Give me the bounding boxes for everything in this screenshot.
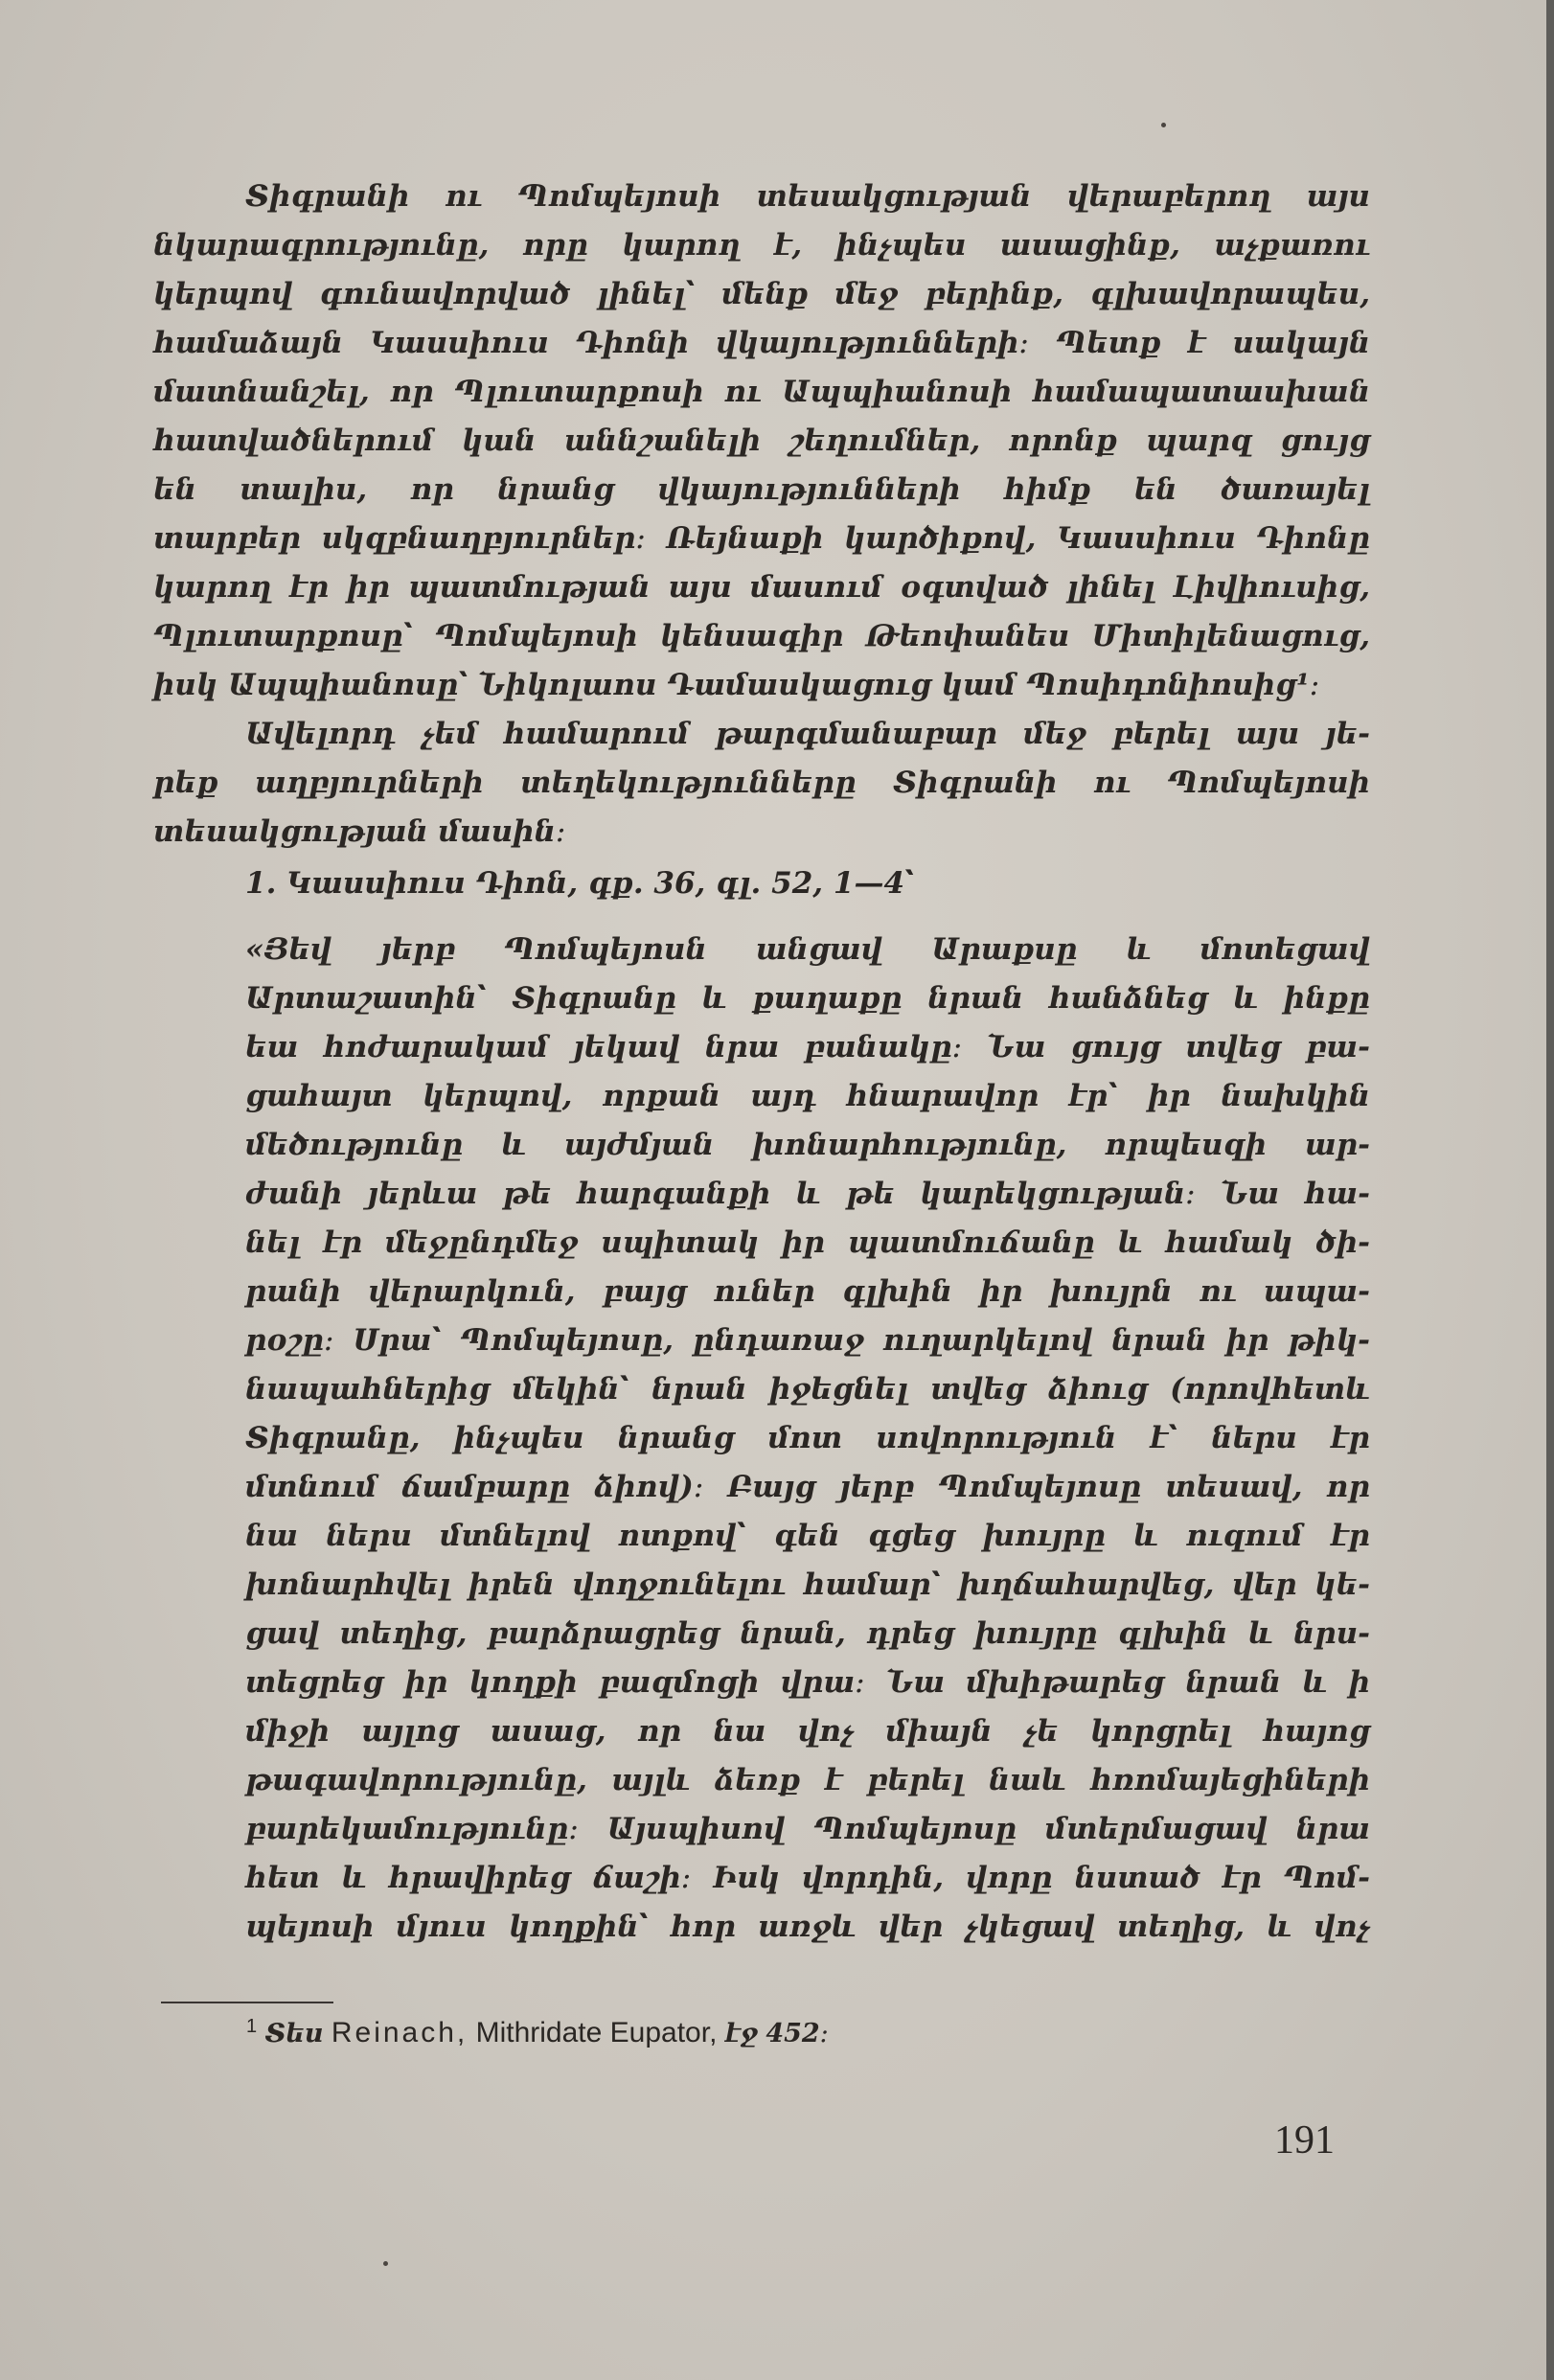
text-line: «Յեվ յերբ Պոմպեյոսն անցավ Արաքսը և մոտեցավ xyxy=(245,932,1370,967)
footnote-rule xyxy=(161,2002,333,2003)
text-line: րօշը։ Սրա՝ Պոմպեյոսը, ընդառաջ ուղարկելով նրան իր թիկ- xyxy=(245,1323,1370,1358)
text-line: մատնանշել, որ Պլուտարքոսի ու Ապպիանոսի համապատասխան xyxy=(153,375,1370,409)
text-line: թագավորությունը, այլև ձեռք է բերել նաև հռոմայեցիների xyxy=(245,1763,1370,1797)
text-line: են տալիս, որ նրանց վկայությունների հիմք են ծառայել xyxy=(153,472,1370,507)
text-line: նա ներս մտնելով ոտքով՝ գեն գցեց խույրը և ուզում էր xyxy=(245,1519,1370,1553)
text-line: համաձայն Կասսիուս Դիոնի վկայությունների։ Պետք է սակայն xyxy=(153,326,1370,360)
footnote-work: Mithridate Eupator, xyxy=(475,2017,718,2048)
text-line: Ավելորդ չեմ համարում թարգմանաբար մեջ բերել այս յե- xyxy=(245,717,1370,751)
text-line: նել էր մեջընդմեջ սպիտակ իր պատմուճանը և համակ ծի- xyxy=(245,1225,1370,1260)
footnote-page-prefix: էջ xyxy=(724,2019,758,2048)
text-line: մեծությունը և այժմյան խոնարհությունը, որպեսզի ար- xyxy=(245,1128,1370,1162)
text-line: Տիգրանի ու Պոմպեյոսի տեսակցության վերաբերող այս xyxy=(245,179,1370,214)
text-line: տեցրեց իր կողքի բազմոցի վրա։ Նա մխիթարեց նրան և ի xyxy=(245,1665,1370,1700)
text-line: Արտաշատին՝ Տիգրանը և քաղաքը նրան հանձնեց և ինքը xyxy=(245,981,1370,1016)
text-line: ցահայտ կերպով, որքան այդ հնարավոր էր՝ իր նախկին xyxy=(245,1079,1370,1113)
text-line: նապահներից մեկին՝ նրան իջեցնել տվեց ձիուց (որովհետև xyxy=(245,1372,1370,1407)
footnote-author: Reinach, xyxy=(331,2017,468,2048)
text-line: րեք աղբյուրների տեղեկությունները Տիգրանի ու Պոմպեյոսի xyxy=(153,766,1370,800)
paper-speck xyxy=(383,2261,388,2266)
footnote-prefix: Տես xyxy=(264,2019,324,2048)
text-line: բարեկամությունը։ Այսպիսով Պոմպեյոսը մտերմացավ նրա xyxy=(245,1812,1370,1846)
footnote-marker: 1 xyxy=(246,2016,258,2037)
page-edge-shadow xyxy=(1546,0,1554,2380)
text-line: տարբեր սկզբնաղբյուրներ։ Ռեյնաքի կարծիքով, Կասսիուս Դիոնը xyxy=(153,521,1370,556)
section-heading: 1. Կասսիուս Դիոն, գք. 36, գլ. 52, 1—4՝ xyxy=(245,866,915,901)
text-line: նկարագրությունը, որը կարող է, ինչպես ասացինք, աչքառու xyxy=(153,228,1370,263)
text-line: կարող էր իր պատմության այս մասում օգտված լինել Լիվիուսից, xyxy=(153,570,1370,605)
text-line: մտնում ճամբարը ձիով)։ Բայց յերբ Պոմպեյոսը տեսավ, որ xyxy=(245,1470,1370,1504)
text-line: տեսակցության մասին։ xyxy=(153,814,566,849)
page-number: 191 xyxy=(1274,2118,1335,2163)
text-line: պեյոսի մյուս կողքին՝ հոր առջև վեր չկեցավ տեղից, և վոչ xyxy=(245,1910,1370,1944)
text-line: հատվածներում կան աննշանելի շեղումներ, որոնք պարզ ցույց xyxy=(153,423,1370,458)
text-line: րանի վերարկուն, բայց ուներ գլխին իր խույրն ու ապա- xyxy=(245,1274,1370,1309)
footnote xyxy=(246,2016,829,2049)
paper-speck xyxy=(1161,123,1166,127)
text-line: Պլուտարքոսը՝ Պոմպեյոսի կենսագիր Թեոփանես Միտիլենացուց, xyxy=(153,619,1370,653)
text-line: Տիգրանը, ինչպես նրանց մոտ սովորություն է՝ ներս էր xyxy=(245,1421,1370,1455)
text-line: միջի այլոց ասաց, որ նա վոչ միայն չե կորցրել հայոց xyxy=(245,1714,1370,1749)
text-line: խոնարհվել իրեն վողջունելու համար՝ խղճահարվեց, վեր կե- xyxy=(245,1568,1370,1602)
text-line: հետ և հրավիրեց ճաշի։ Իսկ վորդին, վորը նստած էր Պոմ- xyxy=(245,1861,1370,1895)
text-line: իսկ Ապպիանոսը՝ Նիկոլաոս Դամասկացուց կամ Պոսիդոնիոսից¹։ xyxy=(153,668,1320,702)
text-line: ցավ տեղից, բարձրացրեց նրան, դրեց խույրը գլխին և նրս- xyxy=(245,1616,1370,1651)
text-line: կերպով գունավորված լինել՝ մենք մեջ բերինք, գլխավորապես, xyxy=(153,277,1370,311)
text-line: եա հոժարակամ յեկավ նրա բանակը։ Նա ցույց տվեց բա- xyxy=(245,1030,1370,1064)
footnote-page: 452։ xyxy=(766,2019,829,2048)
text-line: ժանի յերևա թե հարգանքի և թե կարեկցության։ Նա հա- xyxy=(245,1177,1370,1211)
